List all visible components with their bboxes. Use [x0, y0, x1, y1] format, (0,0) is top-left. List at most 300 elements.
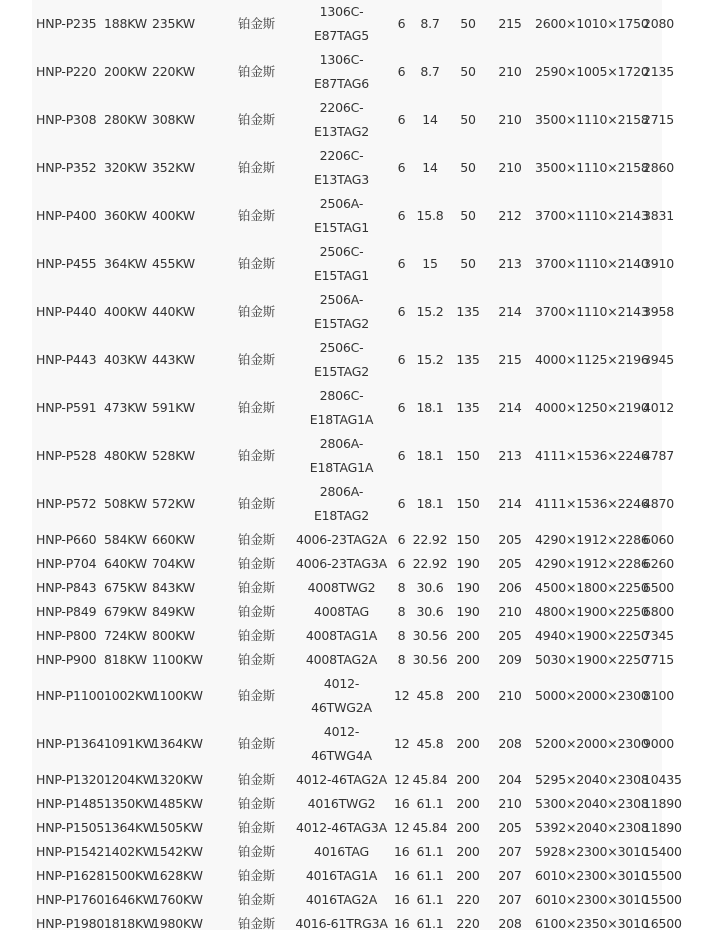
cell-dimensions: 5000×2000×2300: [535, 688, 649, 703]
cell-weight: 2135: [643, 64, 675, 79]
cell-prime-power: 1364KW: [104, 820, 155, 835]
cell-value-a: 200: [456, 652, 480, 667]
cell-engine-brand: 铂金斯: [238, 496, 275, 511]
cell-value-a: 150: [456, 532, 480, 547]
cell-weight: 15500: [643, 892, 682, 907]
cell-dimensions: 4500×1800×2250: [535, 580, 649, 595]
cell-weight: 4787: [643, 448, 675, 463]
cell-standby-power: 1100KW: [152, 688, 203, 703]
cell-fuel-consumption: 206: [498, 580, 522, 595]
cell-dimensions: 5030×1900×2250: [535, 652, 649, 667]
cell-prime-power: 1091KW: [104, 736, 155, 751]
cell-standby-power: 1542KW: [152, 844, 203, 859]
cell-standby-power: 800KW: [152, 628, 195, 643]
generator-spec-table: [32, 0, 682, 936]
cell-engine-model: [289, 96, 394, 144]
engine-model-line: 4016-61TRG3A: [295, 916, 388, 931]
cell-engine-brand: 铂金斯: [238, 916, 275, 931]
table-row: [32, 600, 662, 624]
cell-fuel-consumption: 214: [498, 400, 522, 415]
cell-cylinders: 16: [394, 892, 410, 907]
cell-standby-power: 400KW: [152, 208, 195, 223]
cell-weight: 3831: [643, 208, 675, 223]
cell-weight: 2860: [643, 160, 675, 175]
cell-dimensions: 3500×1110×2158: [535, 112, 649, 127]
cell-engine-brand: 铂金斯: [238, 796, 275, 811]
cell-weight: 7345: [643, 628, 675, 643]
cell-value-a: 200: [456, 688, 480, 703]
cell-prime-power: 473KW: [104, 400, 147, 415]
engine-model-line: E13TAG3: [313, 172, 370, 187]
cell-standby-power: 220KW: [152, 64, 195, 79]
cell-fuel-consumption: 204: [498, 772, 522, 787]
engine-model-line: 2206C-: [319, 100, 364, 115]
cell-dimensions: 5200×2000×2300: [535, 736, 649, 751]
cell-engine-brand: 铂金斯: [238, 256, 275, 271]
cell-fuel-consumption: 210: [498, 160, 522, 175]
cell-prime-power: 200KW: [104, 64, 147, 79]
cell-cylinders: 6: [397, 256, 406, 271]
cell-engine-brand: 铂金斯: [238, 208, 275, 223]
cell-prime-power: 364KW: [104, 256, 147, 271]
engine-model-line: 4016TAG1A: [305, 868, 378, 883]
cell-value-a: 50: [460, 112, 476, 127]
engine-model-line: 4006-23TAG3A: [295, 556, 387, 571]
cell-value-a: 220: [456, 892, 480, 907]
cell-engine-brand: 铂金斯: [238, 556, 275, 571]
cell-prime-power: 320KW: [104, 160, 147, 175]
cell-fuel-consumption: 205: [498, 820, 522, 835]
engine-model-line: E15TAG2: [313, 316, 370, 331]
engine-model-line: E87TAG6: [313, 76, 370, 91]
cell-weight: 4012: [643, 400, 675, 415]
cell-fuel-consumption: 213: [498, 256, 522, 271]
cell-engine-model: [289, 528, 394, 552]
cell-dimensions: 4000×1250×2190: [535, 400, 649, 415]
cell-standby-power: 1628KW: [152, 868, 203, 883]
cell-displacement: 45.8: [416, 688, 444, 703]
cell-value-a: 190: [456, 580, 480, 595]
cell-dimensions: 4111×1536×2246: [535, 496, 649, 511]
cell-model: HNP-P1505: [36, 820, 105, 835]
table-row: [32, 720, 662, 768]
cell-displacement: 30.6: [416, 604, 444, 619]
table-row: [32, 840, 662, 864]
cell-model: HNP-P843: [36, 580, 97, 595]
engine-model-line: 2206C-: [319, 148, 364, 163]
cell-engine-model: [289, 840, 394, 864]
cell-model: HNP-P220: [36, 64, 97, 79]
cell-weight: 15400: [643, 844, 682, 859]
cell-engine-brand: 铂金斯: [238, 652, 275, 667]
cell-engine-model: [289, 792, 394, 816]
cell-engine-brand: 铂金斯: [238, 532, 275, 547]
table-row: [32, 528, 662, 552]
cell-standby-power: 235KW: [152, 16, 195, 31]
cell-engine-brand: 铂金斯: [238, 352, 275, 367]
cell-cylinders: 6: [397, 556, 406, 571]
cell-displacement: 8.7: [420, 16, 440, 31]
cell-fuel-consumption: 210: [498, 688, 522, 703]
table-row: [32, 768, 662, 792]
cell-model: HNP-P440: [36, 304, 97, 319]
cell-engine-model: [289, 480, 394, 528]
cell-value-a: 190: [456, 556, 480, 571]
cell-cylinders: 6: [397, 304, 406, 319]
cell-displacement: 61.1: [416, 892, 444, 907]
cell-weight: 15500: [643, 868, 682, 883]
cell-cylinders: 6: [397, 16, 406, 31]
cell-value-a: 200: [456, 772, 480, 787]
cell-engine-model: [289, 648, 394, 672]
cell-fuel-consumption: 214: [498, 496, 522, 511]
cell-dimensions: 3700×1110×2140: [535, 256, 649, 271]
cell-value-a: 200: [456, 736, 480, 751]
cell-cylinders: 8: [397, 604, 406, 619]
cell-standby-power: 1485KW: [152, 796, 203, 811]
engine-model-line: 4012-: [323, 724, 360, 739]
cell-weight: 10435: [643, 772, 682, 787]
table-row: [32, 96, 662, 144]
cell-cylinders: 6: [397, 160, 406, 175]
cell-engine-brand: 铂金斯: [238, 820, 275, 835]
cell-standby-power: 443KW: [152, 352, 195, 367]
cell-value-a: 135: [456, 400, 480, 415]
cell-model: HNP-P400: [36, 208, 97, 223]
cell-standby-power: 1320KW: [152, 772, 203, 787]
cell-displacement: 22.92: [412, 532, 448, 547]
cell-engine-model: [289, 864, 394, 888]
cell-model: HNP-P1628: [36, 868, 105, 883]
cell-value-a: 50: [460, 256, 476, 271]
cell-value-a: 200: [456, 844, 480, 859]
engine-model-line: E87TAG5: [313, 28, 370, 43]
table-row: [32, 288, 662, 336]
cell-standby-power: 704KW: [152, 556, 195, 571]
engine-model-line: 1306C-: [319, 52, 364, 67]
engine-model-line: 4006-23TAG2A: [295, 532, 387, 547]
cell-model: HNP-P572: [36, 496, 97, 511]
cell-cylinders: 16: [394, 796, 410, 811]
cell-value-a: 190: [456, 604, 480, 619]
engine-model-line: E15TAG2: [313, 364, 370, 379]
engine-model-line: 4008TAG: [313, 604, 370, 619]
cell-prime-power: 1350KW: [104, 796, 155, 811]
cell-displacement: 30.6: [416, 580, 444, 595]
cell-displacement: 14: [422, 112, 438, 127]
cell-engine-model: [289, 672, 394, 720]
table-row: [32, 624, 662, 648]
cell-displacement: 30.56: [412, 652, 448, 667]
cell-engine-model: [289, 288, 394, 336]
cell-engine-brand: 铂金斯: [238, 604, 275, 619]
cell-fuel-consumption: 207: [498, 844, 522, 859]
engine-model-line: E18TAG1A: [309, 412, 374, 427]
cell-prime-power: 1500KW: [104, 868, 155, 883]
table-row: [32, 672, 662, 720]
engine-model-line: E15TAG1: [313, 220, 370, 235]
table-row: [32, 384, 662, 432]
cell-dimensions: 3500×1110×2158: [535, 160, 649, 175]
engine-model-line: 2806A-: [319, 436, 364, 451]
cell-engine-brand: 铂金斯: [238, 628, 275, 643]
cell-prime-power: 480KW: [104, 448, 147, 463]
table-row: [32, 432, 662, 480]
cell-weight: 11890: [643, 796, 682, 811]
cell-model: HNP-P660: [36, 532, 97, 547]
cell-prime-power: 1402KW: [104, 844, 155, 859]
cell-model: HNP-P308: [36, 112, 97, 127]
cell-weight: 6060: [643, 532, 675, 547]
cell-cylinders: 12: [394, 772, 410, 787]
cell-cylinders: 6: [397, 112, 406, 127]
cell-standby-power: 455KW: [152, 256, 195, 271]
cell-displacement: 22.92: [412, 556, 448, 571]
cell-weight: 8100: [643, 688, 675, 703]
engine-model-line: E18TAG1A: [309, 460, 374, 475]
engine-model-line: 4016TAG2A: [305, 892, 378, 907]
table-body: [32, 0, 682, 936]
engine-model-line: 4008TAG2A: [305, 652, 378, 667]
cell-engine-brand: 铂金斯: [238, 688, 275, 703]
cell-engine-brand: 铂金斯: [238, 400, 275, 415]
cell-dimensions: 4111×1536×2246: [535, 448, 649, 463]
cell-engine-brand: 铂金斯: [238, 448, 275, 463]
cell-cylinders: 6: [397, 532, 406, 547]
table-row: [32, 792, 662, 816]
cell-fuel-consumption: 210: [498, 64, 522, 79]
cell-engine-model: [289, 48, 394, 96]
cell-weight: 2715: [643, 112, 675, 127]
cell-prime-power: 1818KW: [104, 916, 155, 931]
cell-value-a: 150: [456, 448, 480, 463]
cell-standby-power: 849KW: [152, 604, 195, 619]
cell-value-a: 200: [456, 796, 480, 811]
cell-fuel-consumption: 207: [498, 892, 522, 907]
cell-model: HNP-P443: [36, 352, 97, 367]
cell-standby-power: 843KW: [152, 580, 195, 595]
cell-displacement: 15: [422, 256, 438, 271]
cell-fuel-consumption: 210: [498, 112, 522, 127]
engine-model-line: 4016TAG: [313, 844, 370, 859]
cell-model: HNP-P704: [36, 556, 97, 571]
cell-model: HNP-P1760: [36, 892, 105, 907]
engine-model-line: 4012-46TAG3A: [295, 820, 387, 835]
cell-dimensions: 3700×1110×2143: [535, 304, 649, 319]
table-row: [32, 576, 662, 600]
cell-weight: 7715: [643, 652, 675, 667]
cell-model: HNP-P1320: [36, 772, 105, 787]
cell-displacement: 18.1: [416, 496, 444, 511]
cell-dimensions: 4940×1900×2250: [535, 628, 649, 643]
engine-model-line: 2806A-: [319, 484, 364, 499]
table-row: [32, 240, 662, 288]
cell-standby-power: 591KW: [152, 400, 195, 415]
engine-model-line: 2506C-: [319, 340, 364, 355]
engine-model-line: 4016TWG2: [307, 796, 376, 811]
cell-model: HNP-P849: [36, 604, 97, 619]
cell-displacement: 30.56: [412, 628, 448, 643]
cell-engine-model: [289, 624, 394, 648]
cell-displacement: 15.2: [416, 352, 444, 367]
engine-model-line: 2506A-: [319, 196, 364, 211]
cell-cylinders: 16: [394, 844, 410, 859]
cell-weight: 3945: [643, 352, 675, 367]
cell-dimensions: 5300×2040×2308: [535, 796, 649, 811]
cell-dimensions: 6010×2300×3010: [535, 868, 649, 883]
cell-cylinders: 16: [394, 916, 410, 931]
cell-dimensions: 5928×2300×3010: [535, 844, 649, 859]
cell-engine-brand: 铂金斯: [238, 844, 275, 859]
cell-displacement: 61.1: [416, 796, 444, 811]
cell-engine-model: [289, 384, 394, 432]
cell-weight: 3910: [643, 256, 675, 271]
cell-engine-model: [289, 600, 394, 624]
cell-weight: 16500: [643, 916, 682, 931]
cell-engine-brand: 铂金斯: [238, 868, 275, 883]
cell-model: HNP-P1100: [36, 688, 105, 703]
cell-model: HNP-P1542: [36, 844, 105, 859]
cell-prime-power: 400KW: [104, 304, 147, 319]
cell-displacement: 15.8: [416, 208, 444, 223]
cell-value-a: 50: [460, 64, 476, 79]
cell-engine-brand: 铂金斯: [238, 736, 275, 751]
cell-model: HNP-P591: [36, 400, 97, 415]
table-row: [32, 0, 662, 48]
cell-prime-power: 508KW: [104, 496, 147, 511]
cell-dimensions: 4290×1912×2286: [535, 532, 649, 547]
engine-model-line: 4012-: [323, 676, 360, 691]
cell-prime-power: 679KW: [104, 604, 147, 619]
cell-dimensions: 5392×2040×2308: [535, 820, 649, 835]
cell-engine-brand: 铂金斯: [238, 160, 275, 175]
cell-value-a: 50: [460, 16, 476, 31]
cell-cylinders: 8: [397, 628, 406, 643]
cell-fuel-consumption: 205: [498, 628, 522, 643]
cell-value-a: 135: [456, 352, 480, 367]
cell-prime-power: 1002KW: [104, 688, 155, 703]
cell-engine-model: [289, 192, 394, 240]
cell-model: HNP-P1980: [36, 916, 105, 931]
cell-engine-model: [289, 912, 394, 936]
cell-prime-power: 584KW: [104, 532, 147, 547]
cell-engine-model: [289, 144, 394, 192]
cell-model: HNP-P455: [36, 256, 97, 271]
cell-cylinders: 6: [397, 496, 406, 511]
cell-weight: 11890: [643, 820, 682, 835]
cell-engine-brand: 铂金斯: [238, 16, 275, 31]
cell-engine-model: [289, 888, 394, 912]
table-row: [32, 552, 662, 576]
cell-fuel-consumption: 213: [498, 448, 522, 463]
engine-model-line: 46TWG2A: [311, 700, 372, 715]
cell-standby-power: 1100KW: [152, 652, 203, 667]
cell-standby-power: 528KW: [152, 448, 195, 463]
cell-fuel-consumption: 208: [498, 736, 522, 751]
cell-dimensions: 6100×2350×3010: [535, 916, 649, 931]
cell-dimensions: 5295×2040×2308: [535, 772, 649, 787]
cell-model: HNP-P1364: [36, 736, 105, 751]
cell-engine-brand: 铂金斯: [238, 64, 275, 79]
cell-cylinders: 12: [394, 820, 410, 835]
cell-prime-power: 403KW: [104, 352, 147, 367]
cell-standby-power: 660KW: [152, 532, 195, 547]
cell-engine-model: [289, 432, 394, 480]
cell-engine-model: [289, 336, 394, 384]
engine-model-line: 4012-46TAG2A: [295, 772, 387, 787]
cell-fuel-consumption: 215: [498, 352, 522, 367]
cell-displacement: 61.1: [416, 916, 444, 931]
cell-prime-power: 360KW: [104, 208, 147, 223]
cell-model: HNP-P528: [36, 448, 97, 463]
cell-displacement: 45.84: [412, 820, 448, 835]
cell-model: HNP-P800: [36, 628, 97, 643]
engine-model-line: 2806C-: [319, 388, 364, 403]
cell-standby-power: 440KW: [152, 304, 195, 319]
engine-model-line: 46TWG4A: [311, 748, 372, 763]
cell-standby-power: 1760KW: [152, 892, 203, 907]
cell-value-a: 220: [456, 916, 480, 931]
cell-fuel-consumption: 214: [498, 304, 522, 319]
cell-engine-model: [289, 240, 394, 288]
cell-prime-power: 675KW: [104, 580, 147, 595]
cell-value-a: 200: [456, 820, 480, 835]
cell-prime-power: 280KW: [104, 112, 147, 127]
cell-standby-power: 1364KW: [152, 736, 203, 751]
cell-model: HNP-P235: [36, 16, 97, 31]
cell-weight: 6500: [643, 580, 675, 595]
cell-fuel-consumption: 212: [498, 208, 522, 223]
table-row: [32, 912, 662, 936]
cell-cylinders: 6: [397, 448, 406, 463]
cell-standby-power: 572KW: [152, 496, 195, 511]
table-row: [32, 480, 662, 528]
engine-model-line: 4008TAG1A: [305, 628, 378, 643]
cell-displacement: 8.7: [420, 64, 440, 79]
cell-dimensions: 2600×1010×1750: [535, 16, 649, 31]
table-row: [32, 888, 662, 912]
cell-model: HNP-P352: [36, 160, 97, 175]
cell-fuel-consumption: 208: [498, 916, 522, 931]
cell-cylinders: 16: [394, 868, 410, 883]
engine-model-line: 2506C-: [319, 244, 364, 259]
cell-value-a: 50: [460, 208, 476, 223]
cell-cylinders: 6: [397, 352, 406, 367]
cell-dimensions: 4800×1900×2250: [535, 604, 649, 619]
cell-displacement: 18.1: [416, 400, 444, 415]
table-row: [32, 648, 662, 672]
engine-model-line: E18TAG2: [313, 508, 370, 523]
engine-model-line: E15TAG1: [313, 268, 370, 283]
engine-model-line: 1306C-: [319, 4, 364, 19]
cell-prime-power: 1204KW: [104, 772, 155, 787]
engine-model-line: E13TAG2: [313, 124, 370, 139]
cell-engine-model: [289, 720, 394, 768]
cell-displacement: 45.84: [412, 772, 448, 787]
cell-displacement: 15.2: [416, 304, 444, 319]
cell-weight: 6800: [643, 604, 675, 619]
cell-fuel-consumption: 207: [498, 868, 522, 883]
cell-cylinders: 8: [397, 580, 406, 595]
cell-value-a: 50: [460, 160, 476, 175]
cell-weight: 4870: [643, 496, 675, 511]
cell-standby-power: 1980KW: [152, 916, 203, 931]
cell-engine-model: [289, 0, 394, 48]
cell-dimensions: 6010×2300×3010: [535, 892, 649, 907]
cell-model: HNP-P1485: [36, 796, 105, 811]
cell-displacement: 61.1: [416, 844, 444, 859]
cell-fuel-consumption: 205: [498, 532, 522, 547]
